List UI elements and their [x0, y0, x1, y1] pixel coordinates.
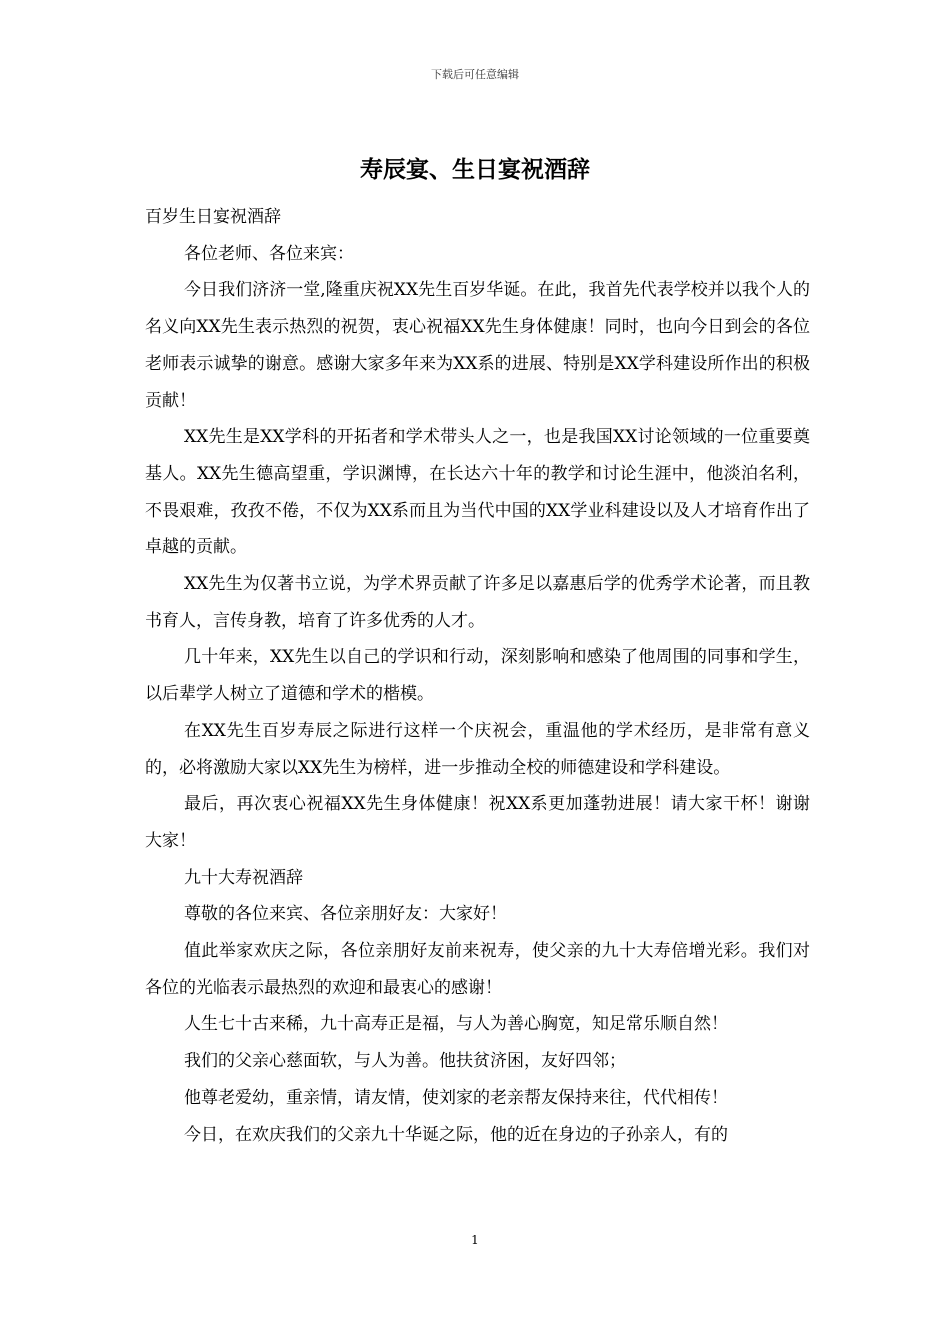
paragraph-8: 九十大寿祝酒辞: [184, 867, 303, 888]
paragraph-13: 他尊老爱幼，重亲情，请友情，使刘家的老亲帮友保持来往，代代相传！: [184, 1087, 728, 1108]
paragraph-3: XX先生是XX学科的开拓者和学术带头人之一，也是我国XX讨论领域的一位重要奠基人。XX先生德高望重，学识渊博，在长达六十年的教学和讨论生涯中，他淡泊名利，不畏艰难，孜孜不倦，不仅为XX系而且为当代中国的XX学业科建设以及人才培育作出了卓越的贡献。: [145, 427, 810, 558]
paragraph-14: 今日，在欢庆我们的父亲九十华诞之际，他的近在身边的子孙亲人，有的: [184, 1124, 728, 1145]
paragraph-5: 几十年来，XX先生以自己的学识和行动，深刻影响和感染了他周围的同事和学生，以后辈学人树立了道德和学术的楷模。: [145, 647, 810, 705]
document-body: [145, 199, 810, 1153]
paragraph-0: 百岁生日宴祝酒辞: [145, 207, 281, 227]
page-number: 1: [471, 1233, 479, 1247]
paragraph-6: 在XX先生百岁寿辰之际进行这样一个庆祝会，重温他的学术经历，是非常有意义的，必将激励大家以XX先生为榜样，进一步推动全校的师德建设和学科建设。: [145, 720, 810, 778]
paragraph-10: 值此举家欢庆之际，各位亲朋好友前来祝寿，使父亲的九十大寿倍增光彩。我们对各位的光临表示最热烈的欢迎和最衷心的感谢！: [145, 941, 810, 998]
header-note: 下载后可任意编辑: [431, 68, 519, 81]
document-title: 寿辰宴、生日宴祝酒辞: [360, 156, 590, 183]
paragraph-12: 我们的父亲心慈面软，与人为善。他扶贫济困，友好四邻；: [184, 1051, 626, 1072]
paragraph-2: 今日我们济济一堂,隆重庆祝XX先生百岁华诞。在此，我首先代表学校并以我个人的名义向XX先生表示热烈的祝贺，衷心祝福XX先生身体健康！同时，也向今日到会的各位老师表示诚挚的谢意。感谢大家多年来为XX系的进展、特别是XX学科建设所作出的积极贡献！: [145, 280, 810, 411]
paragraph-11: 人生七十古来稀，九十高寿正是福，与人为善心胸宽，知足常乐顺自然！: [184, 1014, 728, 1035]
paragraph-7: 最后，再次衷心祝福XX先生身体健康！祝XX系更加蓬勃进展！请大家干杯！谢谢大家！: [145, 794, 810, 851]
paragraph-1: 各位老师、各位来宾：: [184, 243, 354, 264]
paragraph-9: 尊敬的各位来宾、各位亲朋好友：大家好！: [184, 904, 507, 925]
paragraph-4: XX先生为仅著书立说，为学术界贡献了许多足以嘉惠后学的优秀学术论著，而且教书育人，言传身教，培育了许多优秀的人才。: [145, 574, 810, 631]
